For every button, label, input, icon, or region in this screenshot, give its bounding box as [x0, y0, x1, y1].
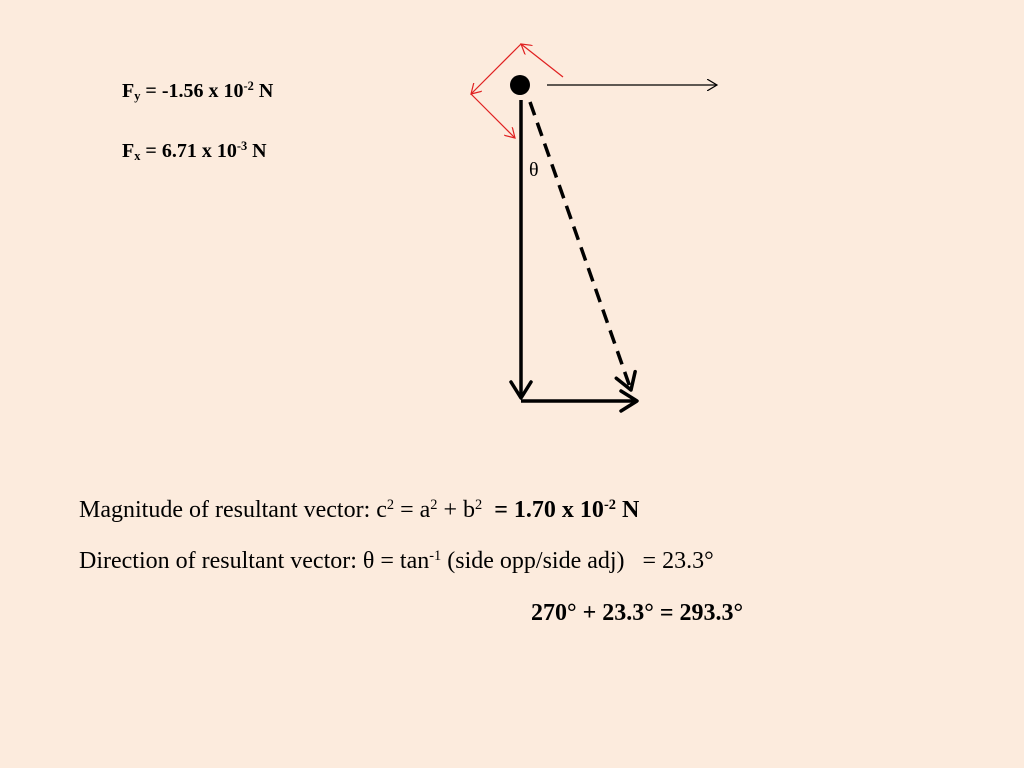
- magnitude-result-unit: N: [615, 497, 640, 523]
- magnitude-label: Magnitude of resultant vector: c: [79, 497, 387, 523]
- magnitude-c-exponent: 2: [386, 497, 395, 514]
- magnitude-a-exponent: 2: [430, 497, 438, 514]
- magnitude-result: [482, 497, 639, 523]
- axis-down-right: [471, 94, 515, 138]
- fy-subscript: y: [134, 88, 141, 103]
- magnitude-result-value: = 1.70 x 10: [482, 497, 604, 523]
- pivot-point: [510, 75, 530, 95]
- direction-line: [79, 549, 714, 573]
- magnitude-equals: = a: [394, 497, 431, 523]
- axis-up-right: [521, 44, 563, 77]
- fx-exponent: -3: [236, 139, 248, 153]
- magnitude-line: [79, 498, 639, 522]
- fy-unit: N: [253, 79, 274, 102]
- magnitude-plus: + b: [437, 497, 476, 523]
- fx-unit: N: [247, 139, 267, 162]
- fy-exponent: -2: [243, 79, 254, 93]
- fx-symbol: F: [122, 139, 135, 162]
- fx-subscript: x: [134, 148, 141, 163]
- magnitude-b-exponent: 2: [475, 497, 483, 514]
- magnitude-result-exponent: -2: [603, 497, 616, 514]
- direction-exponent: -1: [429, 548, 442, 565]
- fy-value: = -1.56 x 10: [140, 79, 244, 102]
- fx-value: = 6.71 x 10: [140, 139, 237, 162]
- resultant-vector: [530, 102, 631, 390]
- total-angle: 270° + 23.3° = 293.3°: [531, 600, 744, 626]
- fy-symbol: F: [122, 79, 135, 102]
- direction-rest: (side opp/side adj) = 23.3°: [441, 548, 714, 574]
- theta-label: θ: [529, 159, 539, 181]
- direction-label: Direction of resultant vector: θ = tan: [79, 548, 430, 574]
